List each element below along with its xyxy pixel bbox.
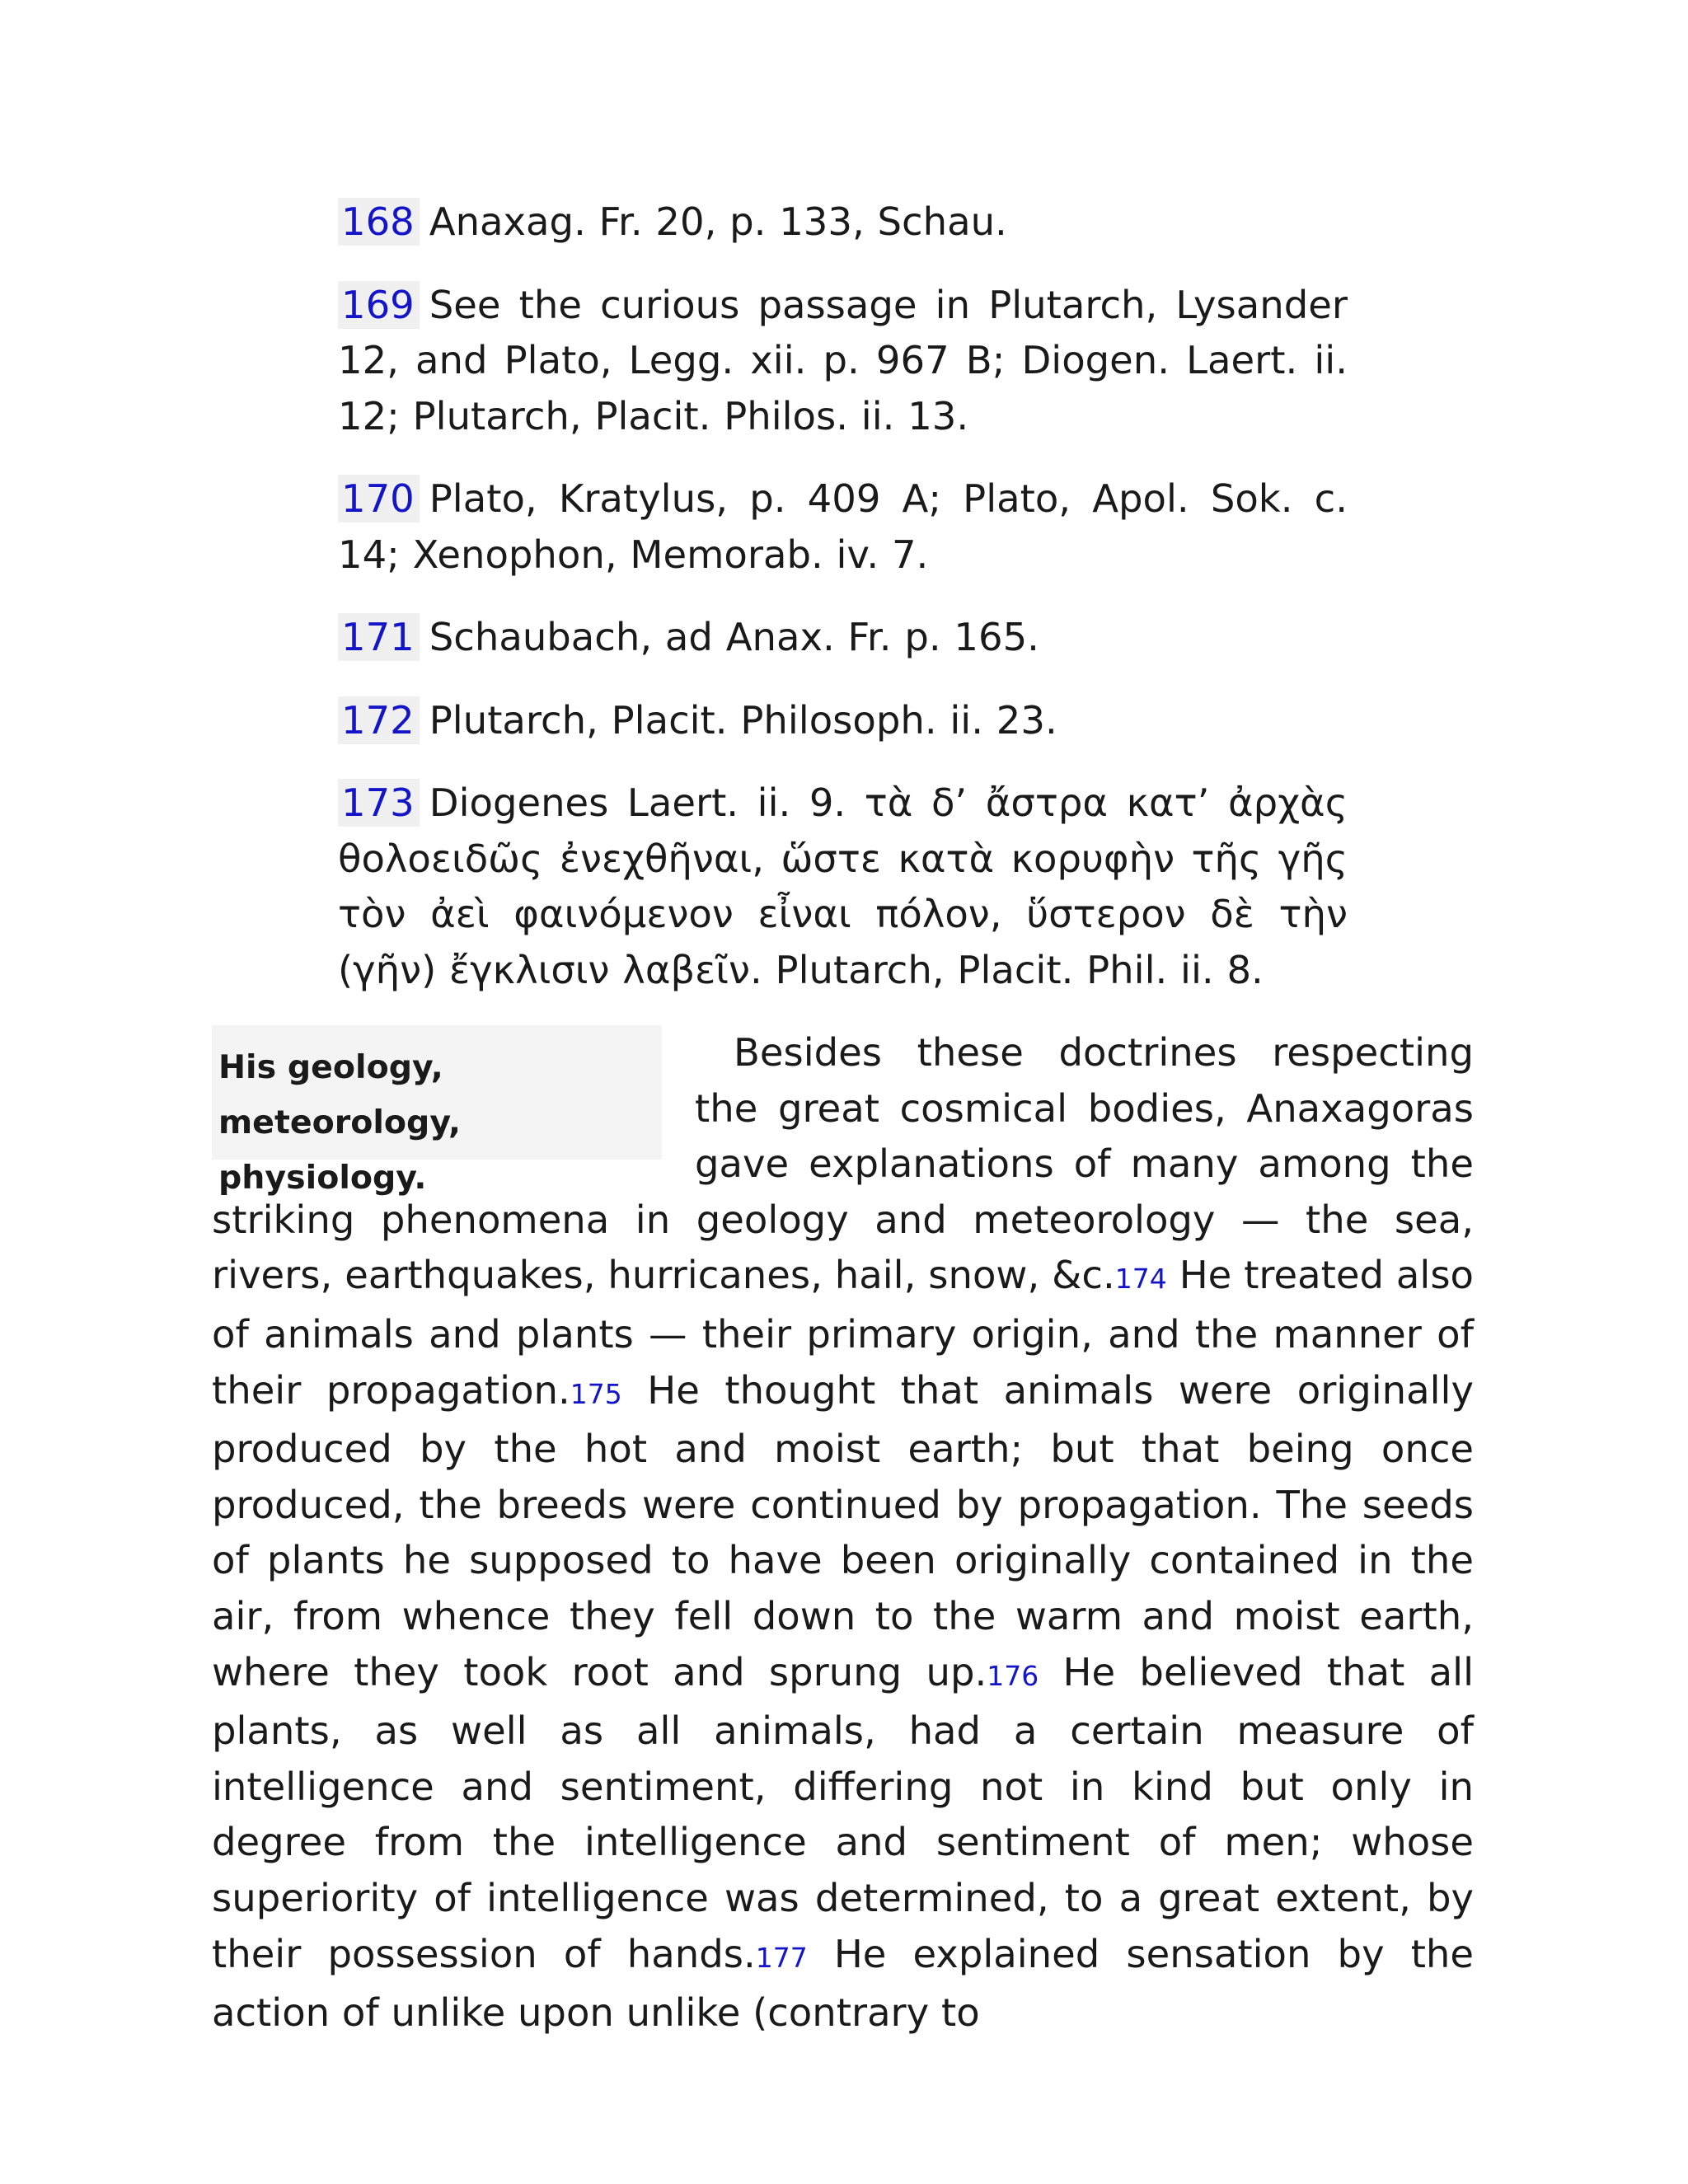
footnote-number-link[interactable]: 173 <box>338 779 420 827</box>
footnote-ref-177[interactable]: 177 <box>755 1941 808 1974</box>
footnote-173 <box>338 776 1348 998</box>
footnote-number-link[interactable]: 168 <box>338 198 420 246</box>
footnote-text: Plutarch, Placit. Philosoph. ii. 23. <box>429 697 1057 743</box>
footnote-169 <box>338 278 1348 445</box>
paragraph-text: He explained sensation by the action of unlike upon unlike (contrary to <box>212 1931 1475 2036</box>
footnote-ref-175[interactable]: 175 <box>570 1377 622 1410</box>
footnote-ref-174[interactable]: 174 <box>1114 1263 1167 1296</box>
paragraph-text: He treated also of animals and plants — their primary origin, and the manner of their propagation. <box>212 1253 1474 1413</box>
paragraph-text: Besides these doctrines respecting the great cosmical bodies, Anaxagoras gave explanations of many among the striking phenomena in geology and meteorology — the sea, rivers, earthquakes, hurricanes, hail, snow, &c. <box>212 1030 1474 1298</box>
footnote-text: See the curious passage in Plutarch, Lysander 12, and Plato, Legg. xii. p. 967 B; Diogen. Laert. ii. 12; Plutarch, Placit. Philos. ii. 13. <box>338 282 1348 438</box>
paragraph-text: He thought that animals were originally produced by the hot and moist earth; but that being once produced, the breeds were continued by propagation. The seeds of plants he supposed to have been originally contained in the air, from whence they fell down to the warm and moist earth, where they took root and sprung up. <box>212 1367 1474 1694</box>
footnotes-section <box>338 194 1348 998</box>
footnote-170 <box>338 471 1348 583</box>
footnote-168 <box>338 194 1348 251</box>
footnote-number-link[interactable]: 169 <box>338 281 420 329</box>
footnote-number-link[interactable]: 170 <box>338 475 420 523</box>
footnote-ref-176[interactable]: 176 <box>987 1659 1039 1692</box>
paragraph-text: He believed that all plants, as well as all animals, had a certain measure of intelligence and sentiment, differing not in kind but only in degree from the intelligence and sentiment of men; whose superiority of intelligence was determined, to a great extent, by their possession of hands. <box>212 1649 1474 1976</box>
sidenote: His geology, meteorology, physiology. <box>212 1025 662 1160</box>
footnote-172 <box>338 693 1348 749</box>
footnote-171 <box>338 610 1348 666</box>
footnote-text: Diogenes Laert. ii. 9. τὰ δ’ ἄστρα κατ’ ἀρχὰς θολοειδῶς ἐνεχθῆναι, ὥστε κατὰ κορυφὴν τῆς γῆς τὸν ἀεὶ φαινόμενον εἶναι πόλον, ὕστερον δὲ τὴν (γῆν) ἔγκλισιν λαβεῖν. Plutarch, Placit. Phil. ii. 8. <box>338 780 1348 992</box>
footnote-text: Schaubach, ad Anax. Fr. p. 165. <box>429 615 1039 659</box>
footnote-number-link[interactable]: 172 <box>338 696 420 744</box>
main-text <box>212 1025 1474 2041</box>
page <box>212 194 1474 2041</box>
footnote-text: Plato, Kratylus, p. 409 A; Plato, Apol. Sok. c. 14; Xenophon, Memorab. iv. 7. <box>338 476 1348 577</box>
footnote-text: Anaxag. Fr. 20, p. 133, Schau. <box>429 199 1007 244</box>
footnote-number-link[interactable]: 171 <box>338 613 420 661</box>
